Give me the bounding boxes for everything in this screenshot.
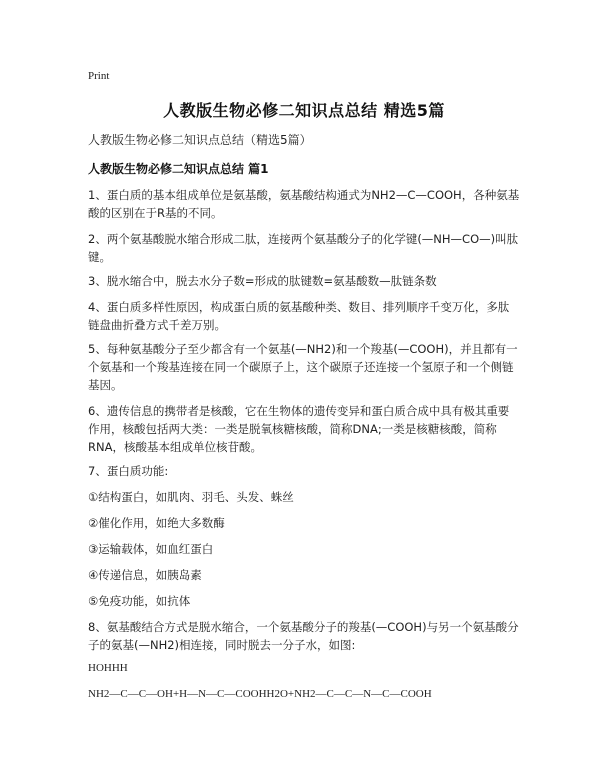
paragraph-3: 3、脱水缩合中，脱去水分子数=形成的肽键数=氨基酸数—肽链条数 (88, 274, 437, 288)
paragraph-4: 4、蛋白质多样性原因，构成蛋白质的氨基酸种类、数目、排列顺序千变万化，多肽链盘曲折叠方式千差万别。 (88, 300, 510, 332)
formula-line-1: HOHHH (88, 662, 128, 674)
paragraph-8: 8、氨基酸结合方式是脱水缩合，一个氨基酸分子的羧基(—COOH)与另一个氨基酸分子的氨基(—NH2)相连接，同时脱去一分子水，如图: (88, 620, 519, 652)
document-subtitle: 人教版生物必修二知识点总结（精选5篇） (88, 133, 312, 147)
paragraph-2: 2、两个氨基酸脱水缩合形成二肽，连接两个氨基酸分子的化学键(—NH—CO—)叫肽键。 (88, 232, 519, 264)
section-heading: 人教版生物必修二知识点总结 篇1 (88, 162, 269, 176)
list-item-structural-protein: ①结构蛋白，如肌肉、羽毛、头发、蛛丝 (88, 490, 294, 504)
paragraph-5: 5、每种氨基酸分子至少都含有一个氨基(—NH2)和一个羧基(—COOH)，并且都有一个氨基和一个羧基连接在同一个碳原子上，这个碳原子还连接一个氢原子和一个侧链基因。 (88, 342, 518, 392)
list-item-transport: ③运输载体，如血红蛋白 (88, 542, 214, 556)
list-item-catalysis: ②催化作用，如绝大多数酶 (88, 516, 225, 530)
paragraph-7: 7、蛋白质功能: (88, 464, 169, 478)
print-label[interactable]: Print (88, 70, 110, 82)
paragraph-6: 6、遗传信息的携带者是核酸，它在生物体的遗传变异和蛋白质合成中具有极其重要作用，核酸包括两大类：一类是脱氧核糖核酸，简称DNA;一类是核糖核酸，简称RNA，核酸基本组成单位核苷酸。 (88, 404, 510, 454)
paragraph-1: 1、蛋白质的基本组成单位是氨基酸，氨基酸结构通式为NH2—C—COOH，各种氨基酸的区别在于R基的不同。 (88, 188, 520, 220)
list-item-immunity: ⑤免疫功能，如抗体 (88, 594, 191, 608)
document-title: 人教版生物必修二知识点总结 精选5篇 (163, 101, 445, 120)
list-item-signaling: ④传递信息，如胰岛素 (88, 568, 202, 582)
formula-line-2: NH2—C—C—OH+H—N—C—COOHH2O+NH2—C—C—N—C—COOH (88, 688, 432, 700)
